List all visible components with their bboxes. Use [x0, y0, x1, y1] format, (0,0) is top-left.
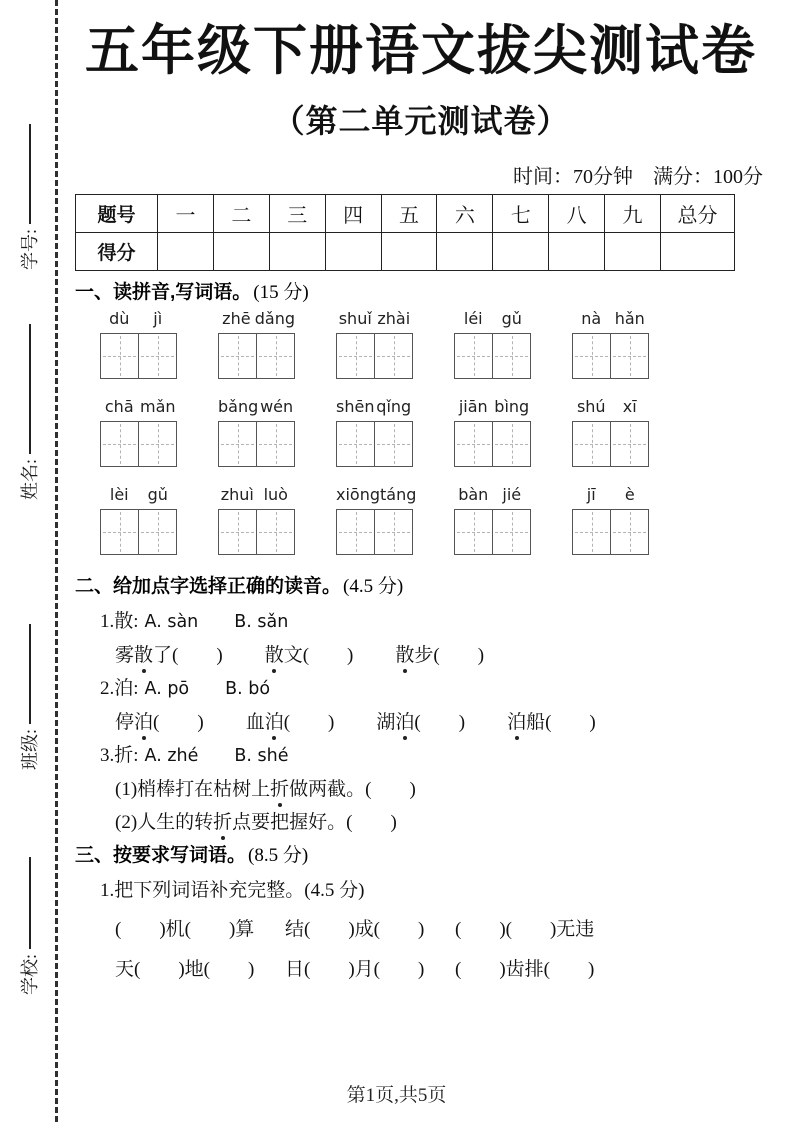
question-stem [75, 610, 767, 634]
pinyin-word-group [336, 310, 413, 379]
score-cell-empty [437, 232, 493, 270]
score-cell-empty [325, 232, 381, 270]
pinyin-syllable: gǔ [147, 484, 168, 504]
sentence-with-blank: (1)梢棒打在枯树上折做两截。( ) [115, 778, 416, 800]
word-choice-row [75, 644, 767, 667]
pinyin-word-group [218, 398, 295, 467]
pinyin-row [75, 486, 767, 555]
score-table [75, 194, 735, 271]
writing-cell [573, 422, 610, 466]
writing-grid [336, 421, 413, 467]
class-field [17, 610, 41, 770]
writing-cell [610, 334, 648, 378]
writing-cell [374, 334, 412, 378]
score-table-header-cell: 八 [549, 194, 605, 232]
writing-grid [572, 421, 649, 467]
option-a: A. sàn [144, 611, 199, 632]
pinyin-word-group [336, 484, 417, 555]
writing-grid [218, 421, 295, 467]
pinyin-syllable: shuǐ [338, 308, 372, 328]
word-with-blank: 停泊( ) [115, 711, 204, 733]
school-blank-line [28, 857, 31, 949]
score-table-header-cell: 九 [605, 194, 661, 232]
writing-cell [374, 510, 412, 554]
score-cell-empty [269, 232, 325, 270]
writing-cell [256, 334, 294, 378]
pinyin-word-group [454, 486, 531, 555]
dotted-char: 折 [213, 811, 233, 833]
writing-cell [138, 510, 176, 554]
pinyin-word-group [572, 398, 649, 467]
score-table-header-cell: 六 [437, 194, 493, 232]
idiom-blank: 结( )成( ) [285, 918, 425, 940]
dotted-char: 泊 [264, 711, 284, 733]
score-table-header-cell: 三 [269, 194, 325, 232]
word-with-blank: 散文( ) [264, 644, 354, 666]
writing-grid [336, 333, 413, 379]
pinyin-syllable: è [624, 484, 635, 504]
section-2-score: (4.5 分) [343, 575, 404, 597]
pinyin-syllable: luò [263, 484, 288, 504]
word-with-blank: 散步( ) [395, 644, 485, 666]
pinyin-word-group [572, 310, 649, 379]
writing-grid [218, 509, 295, 555]
pinyin-syllable: zhài [377, 308, 411, 328]
pinyin-word-group [454, 398, 531, 467]
idiom-blank: ( )机( )算 [115, 918, 255, 940]
student-name-field [17, 310, 41, 500]
writing-cell [610, 510, 648, 554]
score-table-header-row [76, 194, 735, 232]
stem-text: 1.散: [100, 610, 139, 632]
pinyin-syllable: léi [463, 308, 483, 328]
section-3-heading [75, 843, 767, 869]
score-row-label: 得分 [76, 232, 158, 270]
stem-text: 3.折: [100, 744, 139, 766]
pinyin-syllable: chā [104, 396, 134, 416]
writing-cell [337, 334, 374, 378]
paper-content [75, 12, 767, 982]
score-table-header-cell: 四 [325, 194, 381, 232]
pinyin-syllable: jié [502, 484, 522, 504]
word-with-blank: 泊船( ) [507, 711, 596, 733]
score-cell-empty [605, 232, 661, 270]
writing-cell [256, 422, 294, 466]
pinyin-syllable: lèi [109, 484, 129, 504]
pinyin-syllable: jī [586, 484, 596, 504]
student-id-blank-line [28, 124, 31, 224]
pinyin-syllable: qǐng [376, 396, 412, 416]
writing-cell [573, 510, 610, 554]
pinyin-syllable: táng [380, 484, 417, 504]
section-1-heading-text: 一、读拼音,写词语。 [75, 281, 252, 303]
writing-grid [454, 421, 531, 467]
score-table-corner-cell: 题号 [76, 194, 158, 232]
class-label: 班级: [20, 728, 40, 770]
option-b: B. shé [234, 745, 289, 766]
pinyin-syllable: jì [153, 308, 163, 328]
dotted-char: 泊 [134, 711, 154, 733]
writing-cell [492, 510, 530, 554]
page-subtitle: （第二单元测试卷） [272, 102, 570, 139]
student-id-label: 学号: [20, 228, 40, 270]
score-table-header-cell: 五 [381, 194, 437, 232]
pinyin-syllable: dǎng [254, 308, 295, 328]
pinyin-syllable: wén [260, 396, 294, 416]
score-cell-empty [493, 232, 549, 270]
pinyin-syllable: zhē [222, 308, 251, 328]
student-name-blank-line [28, 324, 31, 454]
writing-grid [336, 509, 413, 555]
writing-cell [138, 334, 176, 378]
pinyin-row [75, 310, 767, 379]
writing-cell [492, 334, 530, 378]
writing-cell [492, 422, 530, 466]
dotted-char: 散 [264, 644, 284, 666]
dotted-char: 散 [395, 644, 415, 666]
school-field [17, 845, 41, 995]
school-label: 学校: [20, 953, 40, 995]
writing-cell [374, 422, 412, 466]
pinyin-syllable: gǔ [501, 308, 522, 328]
writing-grid [572, 509, 649, 555]
score-table-header-cell: 总分 [661, 194, 735, 232]
dotted-char: 泊 [395, 711, 415, 733]
writing-grid [454, 333, 531, 379]
score-cell-empty [549, 232, 605, 270]
score-table-header-cell: 一 [158, 194, 214, 232]
binding-dashed-line [55, 0, 58, 1122]
pinyin-syllable: jiān [458, 396, 488, 416]
writing-cell [101, 422, 138, 466]
option-b: B. bó [225, 678, 271, 699]
writing-cell [101, 334, 138, 378]
section-1-heading [75, 280, 767, 306]
pinyin-word-group [218, 310, 295, 379]
score-cell-empty [381, 232, 437, 270]
writing-cell [219, 422, 256, 466]
question-stem [75, 677, 767, 701]
writing-grid [218, 333, 295, 379]
pinyin-syllable: bìng [494, 396, 530, 416]
idiom-fill-row [75, 918, 767, 942]
writing-cell [256, 510, 294, 554]
score-table-score-row [76, 232, 735, 270]
idiom-blank: 天( )地( ) [115, 958, 255, 980]
student-id-field [17, 110, 41, 270]
writing-grid [454, 509, 531, 555]
pinyin-row [75, 398, 767, 467]
idiom-blank: ( )齿排( ) [455, 958, 595, 980]
word-with-blank: 雾散了( ) [115, 644, 223, 666]
page-title: 五年级下册语文拔尖测试卷 [85, 21, 757, 81]
pinyin-word-group [572, 486, 649, 555]
option-a: A. pō [144, 678, 190, 699]
score-cell-empty [661, 232, 735, 270]
question-stem [75, 744, 767, 768]
option-a: A. zhé [144, 745, 199, 766]
idiom-fill-row [75, 958, 767, 982]
pinyin-word-group [454, 310, 531, 379]
writing-cell [455, 422, 492, 466]
pinyin-syllable: mǎn [139, 396, 176, 416]
writing-cell [610, 422, 648, 466]
pinyin-word-group [100, 310, 177, 379]
pinyin-syllable: shú [576, 396, 606, 416]
option-b: B. sǎn [234, 611, 289, 632]
score-table-header-cell: 二 [213, 194, 269, 232]
writing-cell [101, 510, 138, 554]
writing-grid [100, 509, 177, 555]
score-cell-empty [213, 232, 269, 270]
pinyin-syllable: shēn [336, 396, 375, 416]
word-with-blank: 湖泊( ) [376, 711, 466, 733]
section-1-score: (15 分) [253, 281, 309, 303]
dotted-char: 散 [134, 644, 154, 666]
section-2-heading-text: 二、给加点字选择正确的读音。 [75, 575, 342, 597]
pinyin-word-group [100, 486, 177, 555]
pinyin-word-group [336, 398, 413, 467]
section-3-score: (8.5 分) [248, 844, 309, 866]
writing-cell [573, 334, 610, 378]
section-2-heading [75, 574, 767, 600]
writing-cell [337, 510, 374, 554]
writing-grid [100, 421, 177, 467]
writing-grid [572, 333, 649, 379]
writing-cell [455, 334, 492, 378]
writing-cell [337, 422, 374, 466]
section-3-heading-text: 三、按要求写词语。 [75, 844, 247, 866]
word-choice-row [75, 711, 767, 734]
pinyin-word-group [100, 398, 177, 467]
pinyin-syllable: xī [622, 396, 637, 416]
pinyin-syllable: bǎng [218, 396, 259, 416]
pinyin-exercise [75, 310, 767, 555]
pinyin-syllable: hǎn [614, 308, 645, 328]
dotted-char: 泊 [507, 711, 527, 733]
pinyin-syllable: dù [109, 308, 130, 328]
pinyin-syllable: zhuì [220, 484, 254, 504]
pinyin-syllable: bàn [458, 484, 489, 504]
word-with-blank: 血泊( ) [245, 711, 335, 733]
exam-meta: 时间：70分钟 满分：100分 [513, 165, 763, 188]
pinyin-syllable: nà [581, 308, 602, 328]
sub-question: 1.把下列词语补充完整。(4.5 分) [100, 879, 365, 901]
page-number: 第1页,共5页 [346, 1085, 447, 1106]
student-name-label: 姓名: [20, 458, 40, 500]
writing-cell [219, 510, 256, 554]
writing-grid [100, 333, 177, 379]
pinyin-syllable: xiōng [336, 484, 380, 504]
writing-cell [455, 510, 492, 554]
pinyin-word-group [218, 486, 295, 555]
score-table-header-cell: 七 [493, 194, 549, 232]
idiom-blank: 日( )月( ) [285, 958, 425, 980]
idiom-blank: ( )( )无违 [455, 918, 595, 940]
writing-cell [219, 334, 256, 378]
sentence-with-blank: (2)人生的转折点要把握好。( ) [115, 811, 397, 833]
stem-text: 2.泊: [100, 677, 139, 699]
class-blank-line [28, 624, 31, 724]
score-cell-empty [158, 232, 214, 270]
dotted-char: 折 [270, 778, 290, 800]
writing-cell [138, 422, 176, 466]
